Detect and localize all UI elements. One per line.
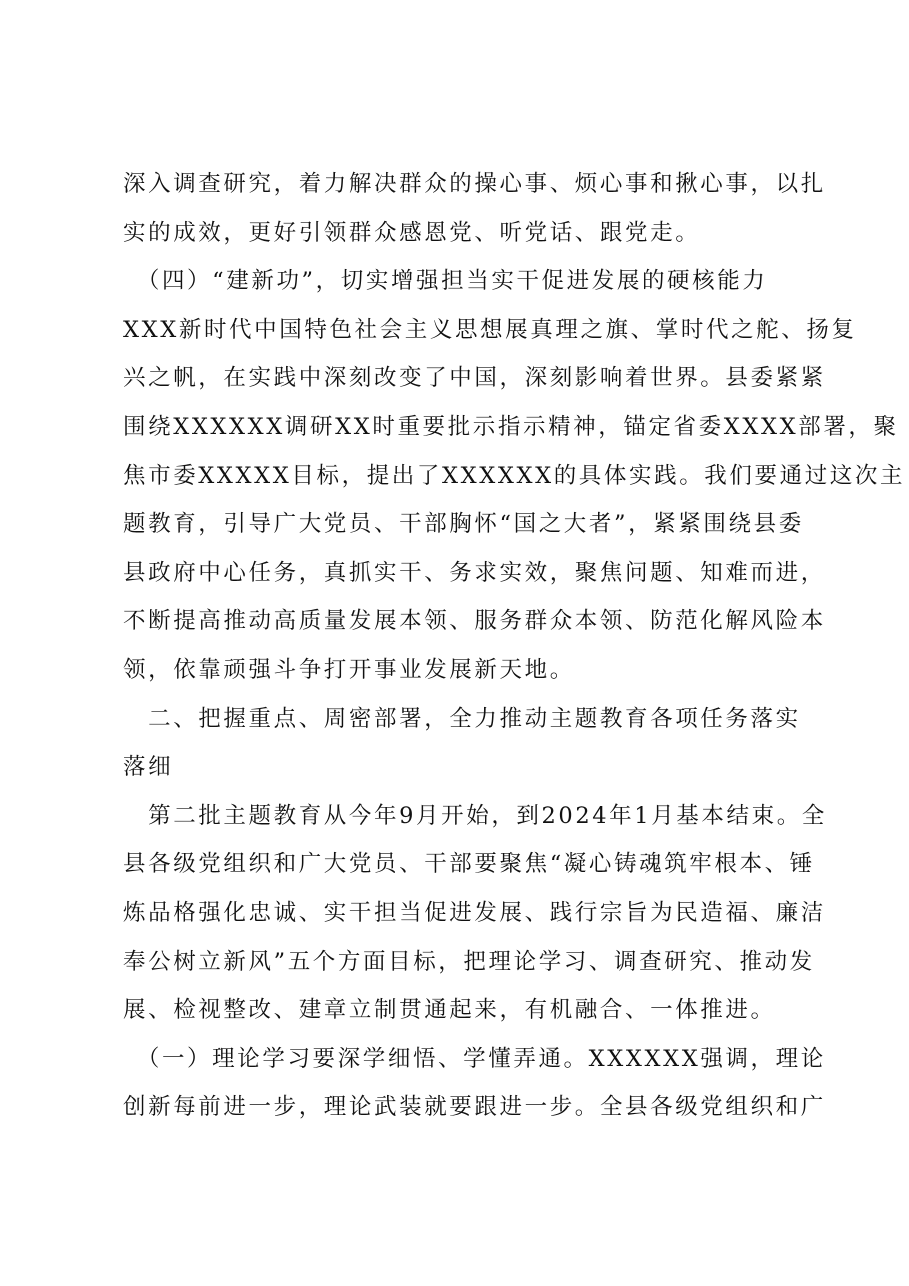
section-heading-line: 二、把握重点、周密部署，全力推动主题教育各项任务落实: [123, 705, 801, 732]
text-line: 焦市委XXXXX目标，提出了XXXXXX的具体实践。我们要通过这次主: [123, 462, 906, 489]
text-line: XXX新时代中国特色社会主义思想展真理之旗、掌时代之舵、扬复: [123, 316, 857, 343]
text-line: 不断提高推动高质量发展本领、服务群众本领、防范化解风险本: [123, 608, 826, 635]
text-line: 领，依靠顽强斗争打开事业发展新天地。: [123, 656, 575, 683]
document-body: [123, 160, 906, 1132]
section-heading-line: 落细: [123, 754, 174, 781]
text-line: 深入调查研究，着力解决群众的操心事、烦心事和揪心事，以扎: [123, 171, 826, 197]
text-line: 展、检视整改、建章立制贯通起来，有机融合、一体推进。: [123, 997, 776, 1024]
text-line: 县各级党组织和广大党员、干部要聚焦“凝心铸魂筑牢根本、锤: [123, 851, 815, 878]
text-line: 奉公树立新风”五个方面目标，把理论学习、调查研究、推动发: [123, 948, 815, 975]
text-line: 实的成效，更好引领群众感恩党、听党话、跟党走。: [123, 219, 701, 246]
text-line: 兴之帆，在实践中深刻改变了中国，深刻影响着世界。县委紧紧: [123, 365, 826, 392]
text-line: 第二批主题教育从今年9月开始，到2024年1月基本结束。全: [123, 802, 827, 829]
section-heading-line: （四）“建新功”，切实增强担当实干促进发展的硬核能力: [123, 268, 768, 295]
text-line: （一）理论学习要深学细悟、学懂弄通。XXXXXX强调，理论: [123, 1045, 826, 1072]
text-line: 创新每前进一步，理论武装就要跟进一步。全县各级党组织和广: [123, 1094, 826, 1121]
text-line: 题教育，引导广大党员、干部胸怀“国之大者”，紧紧围绕县委: [123, 511, 804, 538]
text-line: 县政府中心任务，真抓实干、务求实效，聚焦问题、知难而进，: [123, 559, 826, 586]
text-line: 围绕XXXXXX调研XX时重要批示指示精神，锚定省委XXXX部署，聚: [123, 413, 899, 440]
text-line: 炼品格强化忠诚、实干担当促进发展、践行宗旨为民造福、廉洁: [123, 899, 826, 926]
